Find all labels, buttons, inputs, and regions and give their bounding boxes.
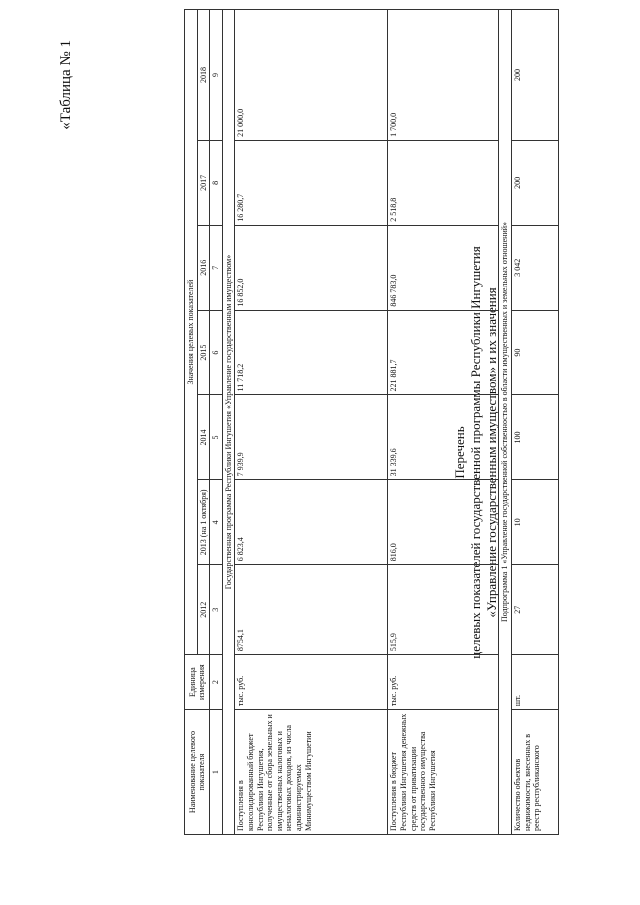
column-number: 5 xyxy=(210,395,223,480)
column-number: 6 xyxy=(210,310,223,395)
section-title: Подпрограмма 1 «Управление государственной собственностью в области имущественных и земельных отношений» xyxy=(499,10,512,835)
column-number: 4 xyxy=(210,480,223,565)
column-number: 7 xyxy=(210,225,223,310)
indicator-value: 21 000,0 xyxy=(235,10,388,141)
indicator-value: 27 xyxy=(511,565,558,655)
column-number-row xyxy=(210,10,223,835)
indicators-table xyxy=(184,9,559,835)
indicator-unit: шт. xyxy=(511,655,558,710)
table-row xyxy=(511,10,558,835)
year-header: 2014 xyxy=(197,395,210,480)
year-header: 2018 xyxy=(197,10,210,141)
indicator-value: 16 852,0 xyxy=(235,225,388,310)
indicator-name: Поступления в бюджет Республики Ингушетия денежных средств от приватизации государственного имущества Республики Ингушетия xyxy=(388,710,499,835)
table-row xyxy=(235,10,388,835)
year-header: 2015 xyxy=(197,310,210,395)
document-title: Перечень xyxy=(452,426,467,479)
indicator-value: 100 xyxy=(511,395,558,480)
indicator-value: 11 718,2 xyxy=(235,310,388,395)
indicator-name: Поступления в консолидированный бюджет Республики Ингушетия, полученные от сбора земельных и имущественных налоговых и неналоговых доходов, из числа администрируемых Минимуществом Ингушетии xyxy=(235,710,388,835)
indicator-name: Количество объектов недвижимости, внесенных в реестр республиканского xyxy=(511,710,558,835)
year-header: 2016 xyxy=(197,225,210,310)
section-title: Государственная программа Республики Ингушетия «Управление государственным имуществом» xyxy=(222,10,235,835)
section-row xyxy=(499,10,512,835)
indicator-value: 200 xyxy=(511,140,558,225)
column-number: 3 xyxy=(210,565,223,655)
indicator-value: 846 783,0 xyxy=(388,225,499,310)
column-number: 8 xyxy=(210,140,223,225)
indicator-value: 3 042 xyxy=(511,225,558,310)
section-row xyxy=(222,10,235,835)
indicator-value: 221 881,7 xyxy=(388,310,499,395)
year-header: 2013 (на 1 октября) xyxy=(197,480,210,565)
indicator-value: 10 xyxy=(511,480,558,565)
indicator-value: 7 939,9 xyxy=(235,395,388,480)
header-row xyxy=(185,10,198,835)
table-row xyxy=(388,10,499,835)
document-subtitle-line1: целевых показателей государственной программы Республики Ингушетия xyxy=(468,246,483,659)
indicator-value: 8754,1 xyxy=(235,565,388,655)
indicator-value: 1 700,0 xyxy=(388,10,499,141)
indicator-value: 2 518,8 xyxy=(388,140,499,225)
column-header-unit: Единица измерения xyxy=(185,655,210,710)
table-reference: «Таблица № 1 xyxy=(58,40,74,130)
column-header-name: Наименование целевого показателя xyxy=(185,710,210,835)
indicator-value: 31 339,6 xyxy=(388,395,499,480)
indicator-value: 6 823,4 xyxy=(235,480,388,565)
indicator-value: 200 xyxy=(511,10,558,141)
indicator-unit: тыс. руб. xyxy=(388,655,499,710)
indicator-value: 816,0 xyxy=(388,480,499,565)
column-number: 1 xyxy=(210,710,223,835)
year-header: 2017 xyxy=(197,140,210,225)
indicator-value: 16 280,7 xyxy=(235,140,388,225)
indicator-value: 515,9 xyxy=(388,565,499,655)
column-number: 9 xyxy=(210,10,223,141)
indicator-unit: тыс. руб. xyxy=(235,655,388,710)
year-header: 2012 xyxy=(197,565,210,655)
document-subtitle-line2: «Управление государственным имуществом» и их значения xyxy=(484,287,499,618)
column-header-values: Значения целевых показателей xyxy=(185,10,198,655)
column-number: 2 xyxy=(210,655,223,710)
indicator-value: 90 xyxy=(511,310,558,395)
